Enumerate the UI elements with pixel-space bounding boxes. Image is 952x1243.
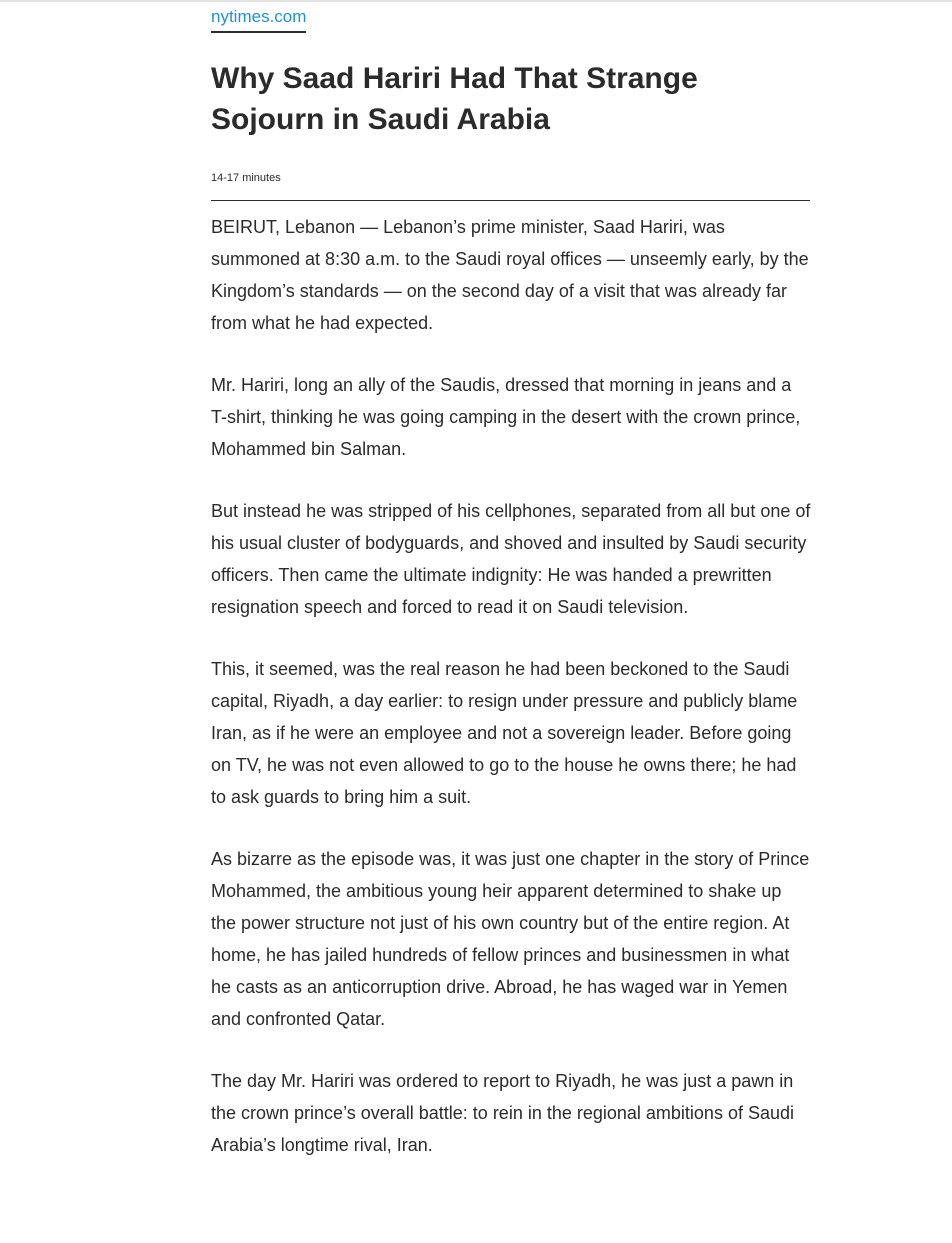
header-divider xyxy=(211,200,810,201)
paragraph: Mr. Hariri, long an ally of the Saudis, dressed that morning in jeans and a T-shirt, thinking he was going camping in the desert with the crown prince, Mohammed bin Salman. xyxy=(211,375,801,459)
paragraph: BEIRUT, Lebanon — Lebanon’s prime minister, Saad Hariri, was summoned at 8:30 a.m. to the Saudi royal offices — unseemly early, by the Kingdom’s standards — on the second day of a visit that was already far from what he had expected. xyxy=(211,217,809,333)
source-domain-link[interactable]: nytimes.com xyxy=(211,6,306,33)
article-title: Why Saad Hariri Had That Strange Sojourn in Saudi Arabia xyxy=(211,62,698,136)
top-border xyxy=(0,0,952,2)
reading-time: 14-17 minutes xyxy=(211,172,281,184)
paragraph: This, it seemed, was the real reason he had been beckoned to the Saudi capital, Riyadh, a day earlier: to resign under pressure and publicly blame Iran, as if he were an employee and not a sovereign leader. Before going on TV, he was not even allowed to go to the house he owns there; he had to ask guards to bring him a suit. xyxy=(211,659,798,807)
article-body xyxy=(211,211,811,1191)
paragraph: As bizarre as the episode was, it was just one chapter in the story of Prince Mohammed, the ambitious young heir apparent determined to shake up the power structure not just of his own country but of the entire region. At home, he has jailed hundreds of fellow princes and businessmen in what he casts as an anticorruption drive. Abroad, he has waged war in Yemen and confronted Qatar. xyxy=(211,849,810,1029)
paragraph: But instead he was stripped of his cellphones, separated from all but one of his usual cluster of bodyguards, and shoved and insulted by Saudi security officers. Then came the ultimate indignity: He was handed a prewritten resignation speech and forced to read it on Saudi television. xyxy=(211,501,811,617)
paragraph: The day Mr. Hariri was ordered to report to Riyadh, he was just a pawn in the crown prince’s overall battle: to rein in the regional ambitions of Saudi Arabia’s longtime rival, Iran. xyxy=(211,1071,794,1155)
